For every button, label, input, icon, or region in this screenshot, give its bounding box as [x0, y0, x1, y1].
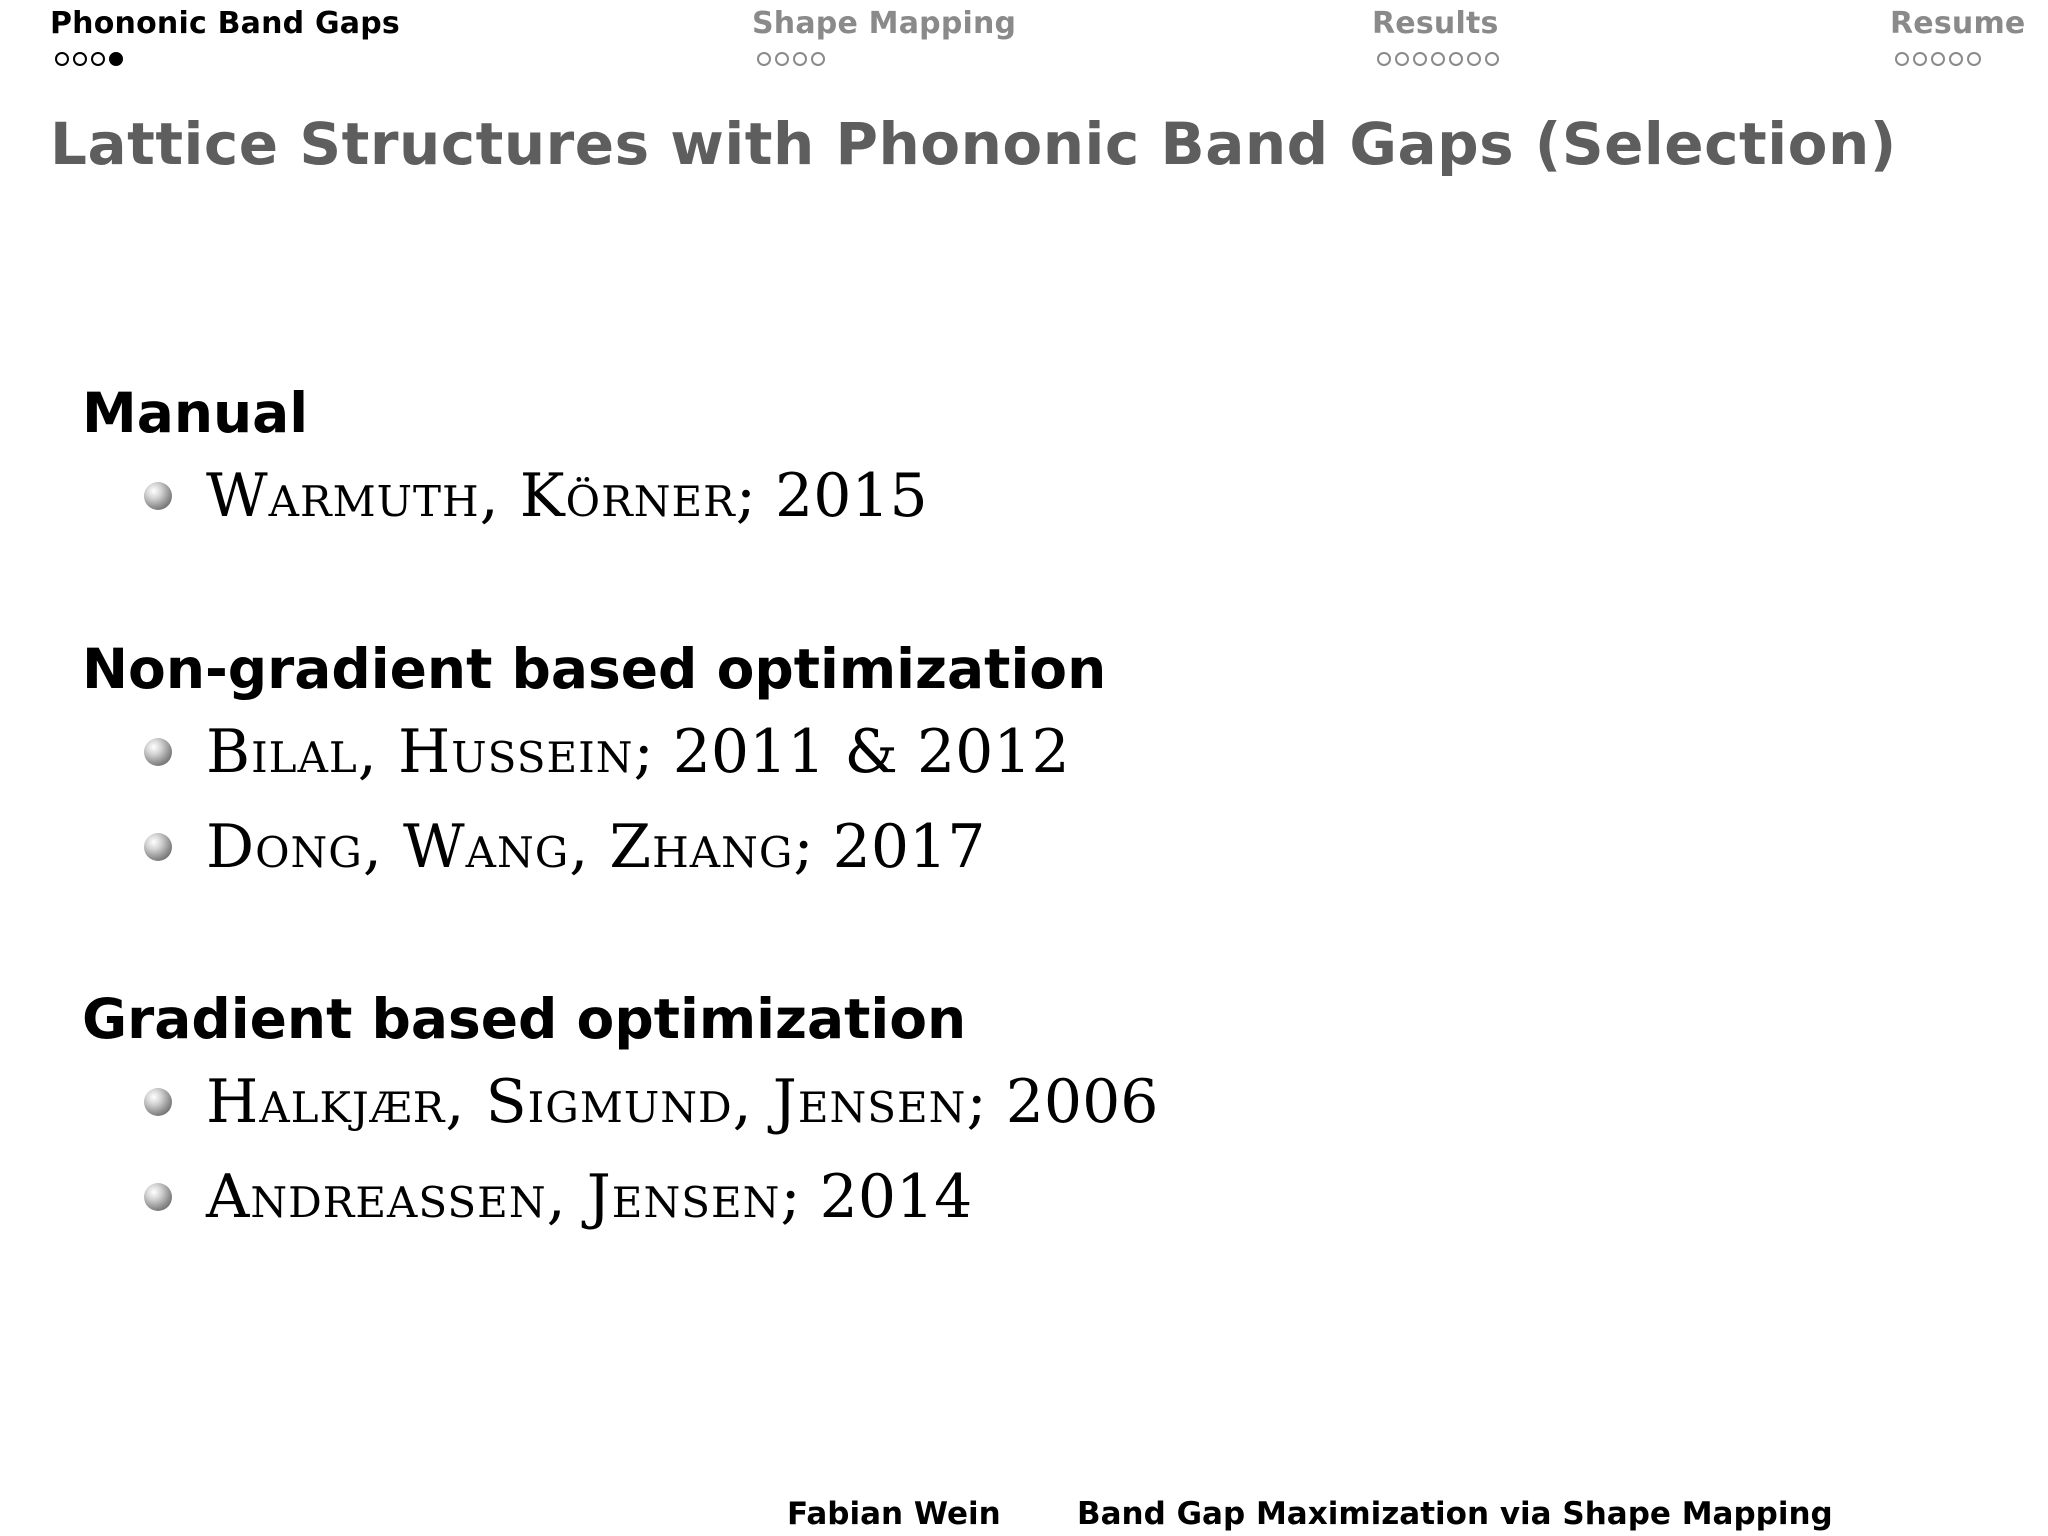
reference-list: [82, 1054, 1158, 1244]
reference-list: [82, 448, 928, 543]
nav-label[interactable]: Shape Mapping: [752, 6, 1017, 41]
nav-dot[interactable]: [1949, 52, 1963, 66]
nav-dot[interactable]: [1913, 52, 1927, 66]
nav-dot[interactable]: [91, 52, 105, 66]
nav-dot[interactable]: [757, 52, 771, 66]
reference-year: ; 2014: [780, 1161, 973, 1232]
reference-list: [82, 704, 1106, 894]
group-manual: [82, 378, 928, 543]
reference-authors: Andreassen, Jensen: [206, 1161, 781, 1232]
nav-dot[interactable]: [1395, 52, 1409, 66]
reference-item: [82, 448, 928, 543]
group-heading: Gradient based optimization: [82, 987, 967, 1051]
nav-dot[interactable]: [55, 52, 69, 66]
nav-dot[interactable]: [73, 52, 87, 66]
bullet-icon: [144, 1183, 172, 1211]
footer-author: Fabian Wein: [787, 1496, 1001, 1532]
reference-text: [206, 1157, 972, 1237]
reference-item: [82, 1054, 1158, 1149]
nav-label[interactable]: Phononic Band Gaps: [50, 6, 400, 41]
reference-authors: Bilal, Hussein: [206, 716, 634, 787]
nav-dot[interactable]: [1467, 52, 1481, 66]
nav-label[interactable]: Resume: [1890, 6, 2026, 41]
reference-authors: Warmuth, Körner: [206, 460, 736, 531]
reference-text: [206, 807, 985, 887]
bullet-icon: [144, 833, 172, 861]
nav-dot-current[interactable]: [109, 52, 123, 66]
reference-authors: Dong, Wang, Zhang: [206, 811, 794, 882]
bullet-icon: [144, 482, 172, 510]
footer-presentation-title: Band Gap Maximization via Shape Mapping: [1077, 1496, 1833, 1532]
nav-dot[interactable]: [811, 52, 825, 66]
reference-year: ; 2017: [793, 811, 986, 882]
nav-progress-dots: [1895, 52, 1981, 70]
bullet-icon: [144, 1088, 172, 1116]
reference-text: [206, 456, 928, 536]
reference-item: [82, 799, 1106, 894]
nav-dot[interactable]: [1449, 52, 1463, 66]
nav-dot[interactable]: [793, 52, 807, 66]
nav-dot[interactable]: [1931, 52, 1945, 66]
group-heading: Non-gradient based optimization: [82, 637, 1107, 701]
nav-dot[interactable]: [1967, 52, 1981, 66]
reference-item: [82, 1149, 1158, 1244]
group-gradient-optimization: [82, 984, 1158, 1244]
nav-progress-dots: [757, 52, 825, 70]
reference-text: [206, 1062, 1158, 1142]
group-heading: Manual: [82, 381, 309, 445]
nav-dot[interactable]: [1895, 52, 1909, 66]
bullet-icon: [144, 738, 172, 766]
reference-authors: Halkjær, Sigmund, Jensen: [206, 1066, 967, 1137]
nav-progress-dots: [1377, 52, 1499, 70]
nav-label[interactable]: Results: [1372, 6, 1499, 41]
reference-text: [206, 712, 1070, 792]
reference-item: [82, 704, 1106, 799]
nav-dot[interactable]: [1377, 52, 1391, 66]
nav-dot[interactable]: [1431, 52, 1445, 66]
nav-progress-dots: [55, 52, 123, 70]
reference-year: ; 2015: [735, 460, 928, 531]
reference-year: ; 2006: [966, 1066, 1159, 1137]
nav-dot[interactable]: [1485, 52, 1499, 66]
reference-year: ; 2011 & 2012: [633, 716, 1070, 787]
group-non-gradient-optimization: [82, 634, 1106, 894]
frame-title: Lattice Structures with Phononic Band Gaps (Selection): [50, 110, 1897, 178]
nav-dot[interactable]: [775, 52, 789, 66]
nav-dot[interactable]: [1413, 52, 1427, 66]
